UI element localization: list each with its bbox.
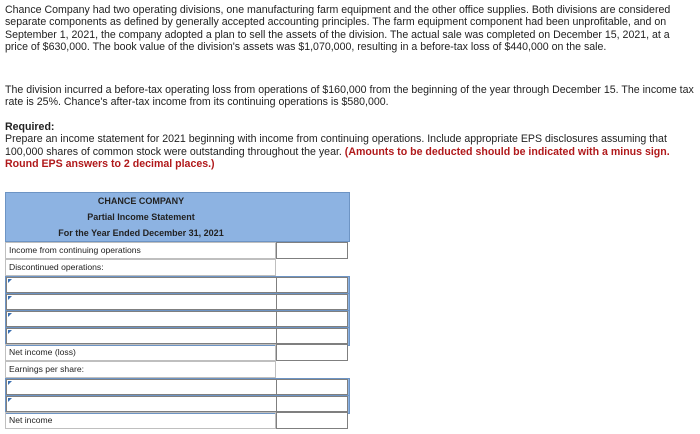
amount-net-income-loss-input[interactable] bbox=[276, 344, 348, 361]
problem-paragraph-1: Chance Company had two operating divisions, one manufacturing farm equipment and the other office supplies. Both divisions are considered separate components as defined by generally accepted accounting principles. The farm equipment component had been unprofitable, and on September 1, 2021, the company adopted a plan to sell the assets of the division. The actual sale was completed on December 15, 2021, at a price of $630,000. The book value of the division's assets was $1,070,000, resulting in a before-tax loss of $440,000 on the sale. bbox=[5, 4, 671, 54]
discontinued-line-3-amount[interactable] bbox=[276, 311, 348, 327]
label-net-income-loss: Net income (loss) bbox=[5, 344, 276, 361]
statement-header bbox=[5, 192, 350, 242]
required-text: Prepare an income statement for 2021 beginning with income from continuing operations. Include appropriate EPS disclosures assuming that 100,000 shares of common stock were outstanding throughout the year. bbox=[5, 133, 667, 158]
eps-line-1-select[interactable] bbox=[6, 379, 277, 395]
required-title: Required: bbox=[5, 121, 55, 133]
label-continuing: Income from continuing operations bbox=[5, 242, 276, 259]
problem-paragraph-2: The division incurred a before-tax operating loss from operations of $160,000 from the beginning of the year through December 15. The income tax rate is 25%. Chance's after-tax income from its continuing operations is $580,000. bbox=[5, 84, 694, 109]
discontinued-line-4-select[interactable] bbox=[6, 328, 277, 344]
amount-net-income-input[interactable] bbox=[276, 412, 348, 429]
statement-period: For the Year Ended December 31, 2021 bbox=[58, 228, 224, 238]
label-net-income: Net income bbox=[5, 412, 276, 429]
eps-line-2-amount[interactable] bbox=[276, 396, 348, 412]
required-section bbox=[5, 121, 695, 171]
discontinued-line-1-select[interactable] bbox=[6, 277, 277, 293]
row-discontinued bbox=[5, 259, 350, 276]
row-eps bbox=[5, 361, 350, 378]
amount-continuing-input[interactable] bbox=[276, 242, 348, 259]
discontinued-line-4-amount[interactable] bbox=[276, 328, 348, 344]
row-continuing bbox=[5, 242, 350, 259]
eps-line-2-select[interactable] bbox=[6, 396, 277, 412]
income-statement-table bbox=[5, 192, 350, 425]
row-net-income-loss bbox=[5, 344, 350, 361]
required-note: (Amounts to be deducted should be indicated with a minus sign. Round EPS answers to 2 decimal places.) bbox=[5, 145, 670, 171]
label-discontinued: Discontinued operations: bbox=[5, 259, 276, 276]
statement-title: Partial Income Statement bbox=[87, 212, 195, 222]
discontinued-line-2-select[interactable] bbox=[6, 294, 277, 310]
row-net-income bbox=[5, 412, 350, 429]
discontinued-line-1-amount[interactable] bbox=[276, 277, 348, 293]
discontinued-line-2-amount[interactable] bbox=[276, 294, 348, 310]
discontinued-line-3-select[interactable] bbox=[6, 311, 277, 327]
company-name: CHANCE COMPANY bbox=[97, 196, 185, 206]
label-eps: Earnings per share: bbox=[5, 361, 276, 378]
eps-line-1-amount[interactable] bbox=[276, 379, 348, 395]
